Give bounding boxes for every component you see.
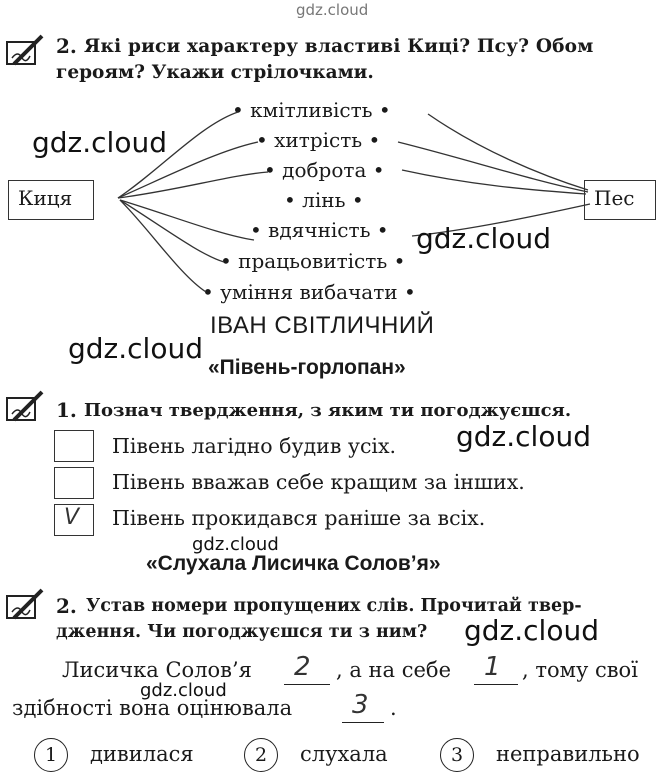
blank-2-underline	[474, 684, 518, 685]
answer-1: 2	[294, 652, 311, 682]
trait-label: уміння вибачати	[220, 280, 398, 304]
option-1: Півень лагідно будив усіх.	[112, 434, 397, 458]
task2a-line1: Які риси характеру властиві Киці? Псу? Обом	[84, 36, 594, 57]
watermark-6: gdz.cloud	[464, 614, 599, 647]
checkbox-1[interactable]	[54, 430, 94, 462]
task2b-number: 2.	[56, 594, 77, 618]
watermark-top: gdz.cloud	[296, 1, 369, 19]
option-3: Півень прокидався раніше за всіх.	[112, 506, 486, 530]
bullet-icon: •	[202, 280, 221, 304]
bullet-icon: •	[362, 128, 381, 152]
task1-number: 1.	[56, 398, 77, 422]
line-pes-khytrist	[398, 142, 588, 192]
option-number: 1	[44, 744, 58, 766]
watermark-1: gdz.cloud	[32, 126, 167, 159]
character-label-left: Киця	[18, 186, 73, 210]
bullet-icon: •	[284, 188, 303, 212]
bullet-icon: •	[345, 188, 364, 212]
trait-label: хитрість	[274, 128, 363, 152]
task2b-line1: Устав номери пропущених слів. Прочитай твер-	[86, 596, 582, 616]
sentence-part4: здібності вона оцінювала	[12, 696, 293, 720]
option-number-circle	[244, 738, 278, 772]
character-label-right: Пес	[594, 186, 635, 210]
trait-label: доброта	[282, 158, 367, 182]
option-2: Півень вважав себе кращим за інших.	[112, 470, 525, 494]
option-number-circle	[34, 738, 68, 772]
option-number-circle	[440, 738, 474, 772]
task1-text: Познач твердження, з яким ти погоджуєшся.	[84, 400, 572, 421]
bullet-icon: •	[397, 280, 416, 304]
sentence-part3: , тому свої	[522, 658, 638, 682]
checkbox-2[interactable]	[54, 467, 94, 499]
watermark-2: gdz.cloud	[416, 222, 551, 255]
option-word: слухала	[300, 742, 388, 766]
line-kytsia-vdiachnist	[120, 200, 254, 240]
line-pes-kmitlyvist	[428, 114, 588, 190]
section1-author: ІВАН СВІТЛИЧНИЙ	[210, 312, 435, 339]
watermark-3: gdz.cloud	[68, 332, 203, 365]
sentence-part2: , а на себе	[336, 658, 451, 682]
answer-3: 3	[352, 690, 369, 720]
blank-3-underline	[342, 722, 384, 723]
trait-label: лінь	[302, 188, 346, 212]
task2a-line2: героям? Укажи стрілочками.	[56, 62, 374, 83]
bullet-icon: •	[370, 218, 389, 242]
line-pes-dobrota	[402, 170, 586, 194]
bullet-icon: •	[256, 128, 275, 152]
task2a-number: 2.	[56, 34, 77, 58]
pencil-icon	[4, 588, 46, 622]
watermark-4: gdz.cloud	[456, 420, 591, 453]
check-mark: V	[64, 505, 80, 530]
option-number: 3	[450, 744, 464, 766]
option-number: 2	[254, 744, 268, 766]
sentence-end: .	[390, 696, 397, 720]
trait-label: кмітливість	[250, 98, 373, 122]
watermark-7: gdz.cloud	[140, 680, 227, 701]
section1-title: «Півень-горлопан»	[208, 356, 406, 379]
bullet-icon: •	[232, 98, 251, 122]
line-kytsia-dobrota	[118, 172, 268, 198]
bullet-icon: •	[366, 158, 385, 182]
sentence-part1: Лисичка Солов’я	[62, 658, 252, 682]
trait-label: працьовитість	[238, 249, 388, 273]
pencil-icon	[4, 390, 46, 424]
watermark-5: gdz.cloud	[192, 534, 279, 555]
line-kytsia-pratsovytist	[120, 200, 224, 262]
bullet-icon: •	[372, 98, 391, 122]
task2b-line2: дження. Чи погоджуєшся ти з ним?	[56, 622, 428, 642]
bullet-icon: •	[250, 218, 269, 242]
option-word: дивилася	[90, 742, 194, 766]
section2-title: «Слухала Лисичка Солов’я»	[146, 552, 441, 575]
blank-1-underline	[284, 684, 330, 685]
answer-2: 1	[484, 652, 501, 682]
bullet-icon: •	[220, 249, 239, 273]
option-word: неправильно	[496, 742, 640, 766]
trait-label: вдячність	[268, 218, 371, 242]
bullet-icon: •	[264, 158, 283, 182]
bullet-icon: •	[387, 249, 406, 273]
